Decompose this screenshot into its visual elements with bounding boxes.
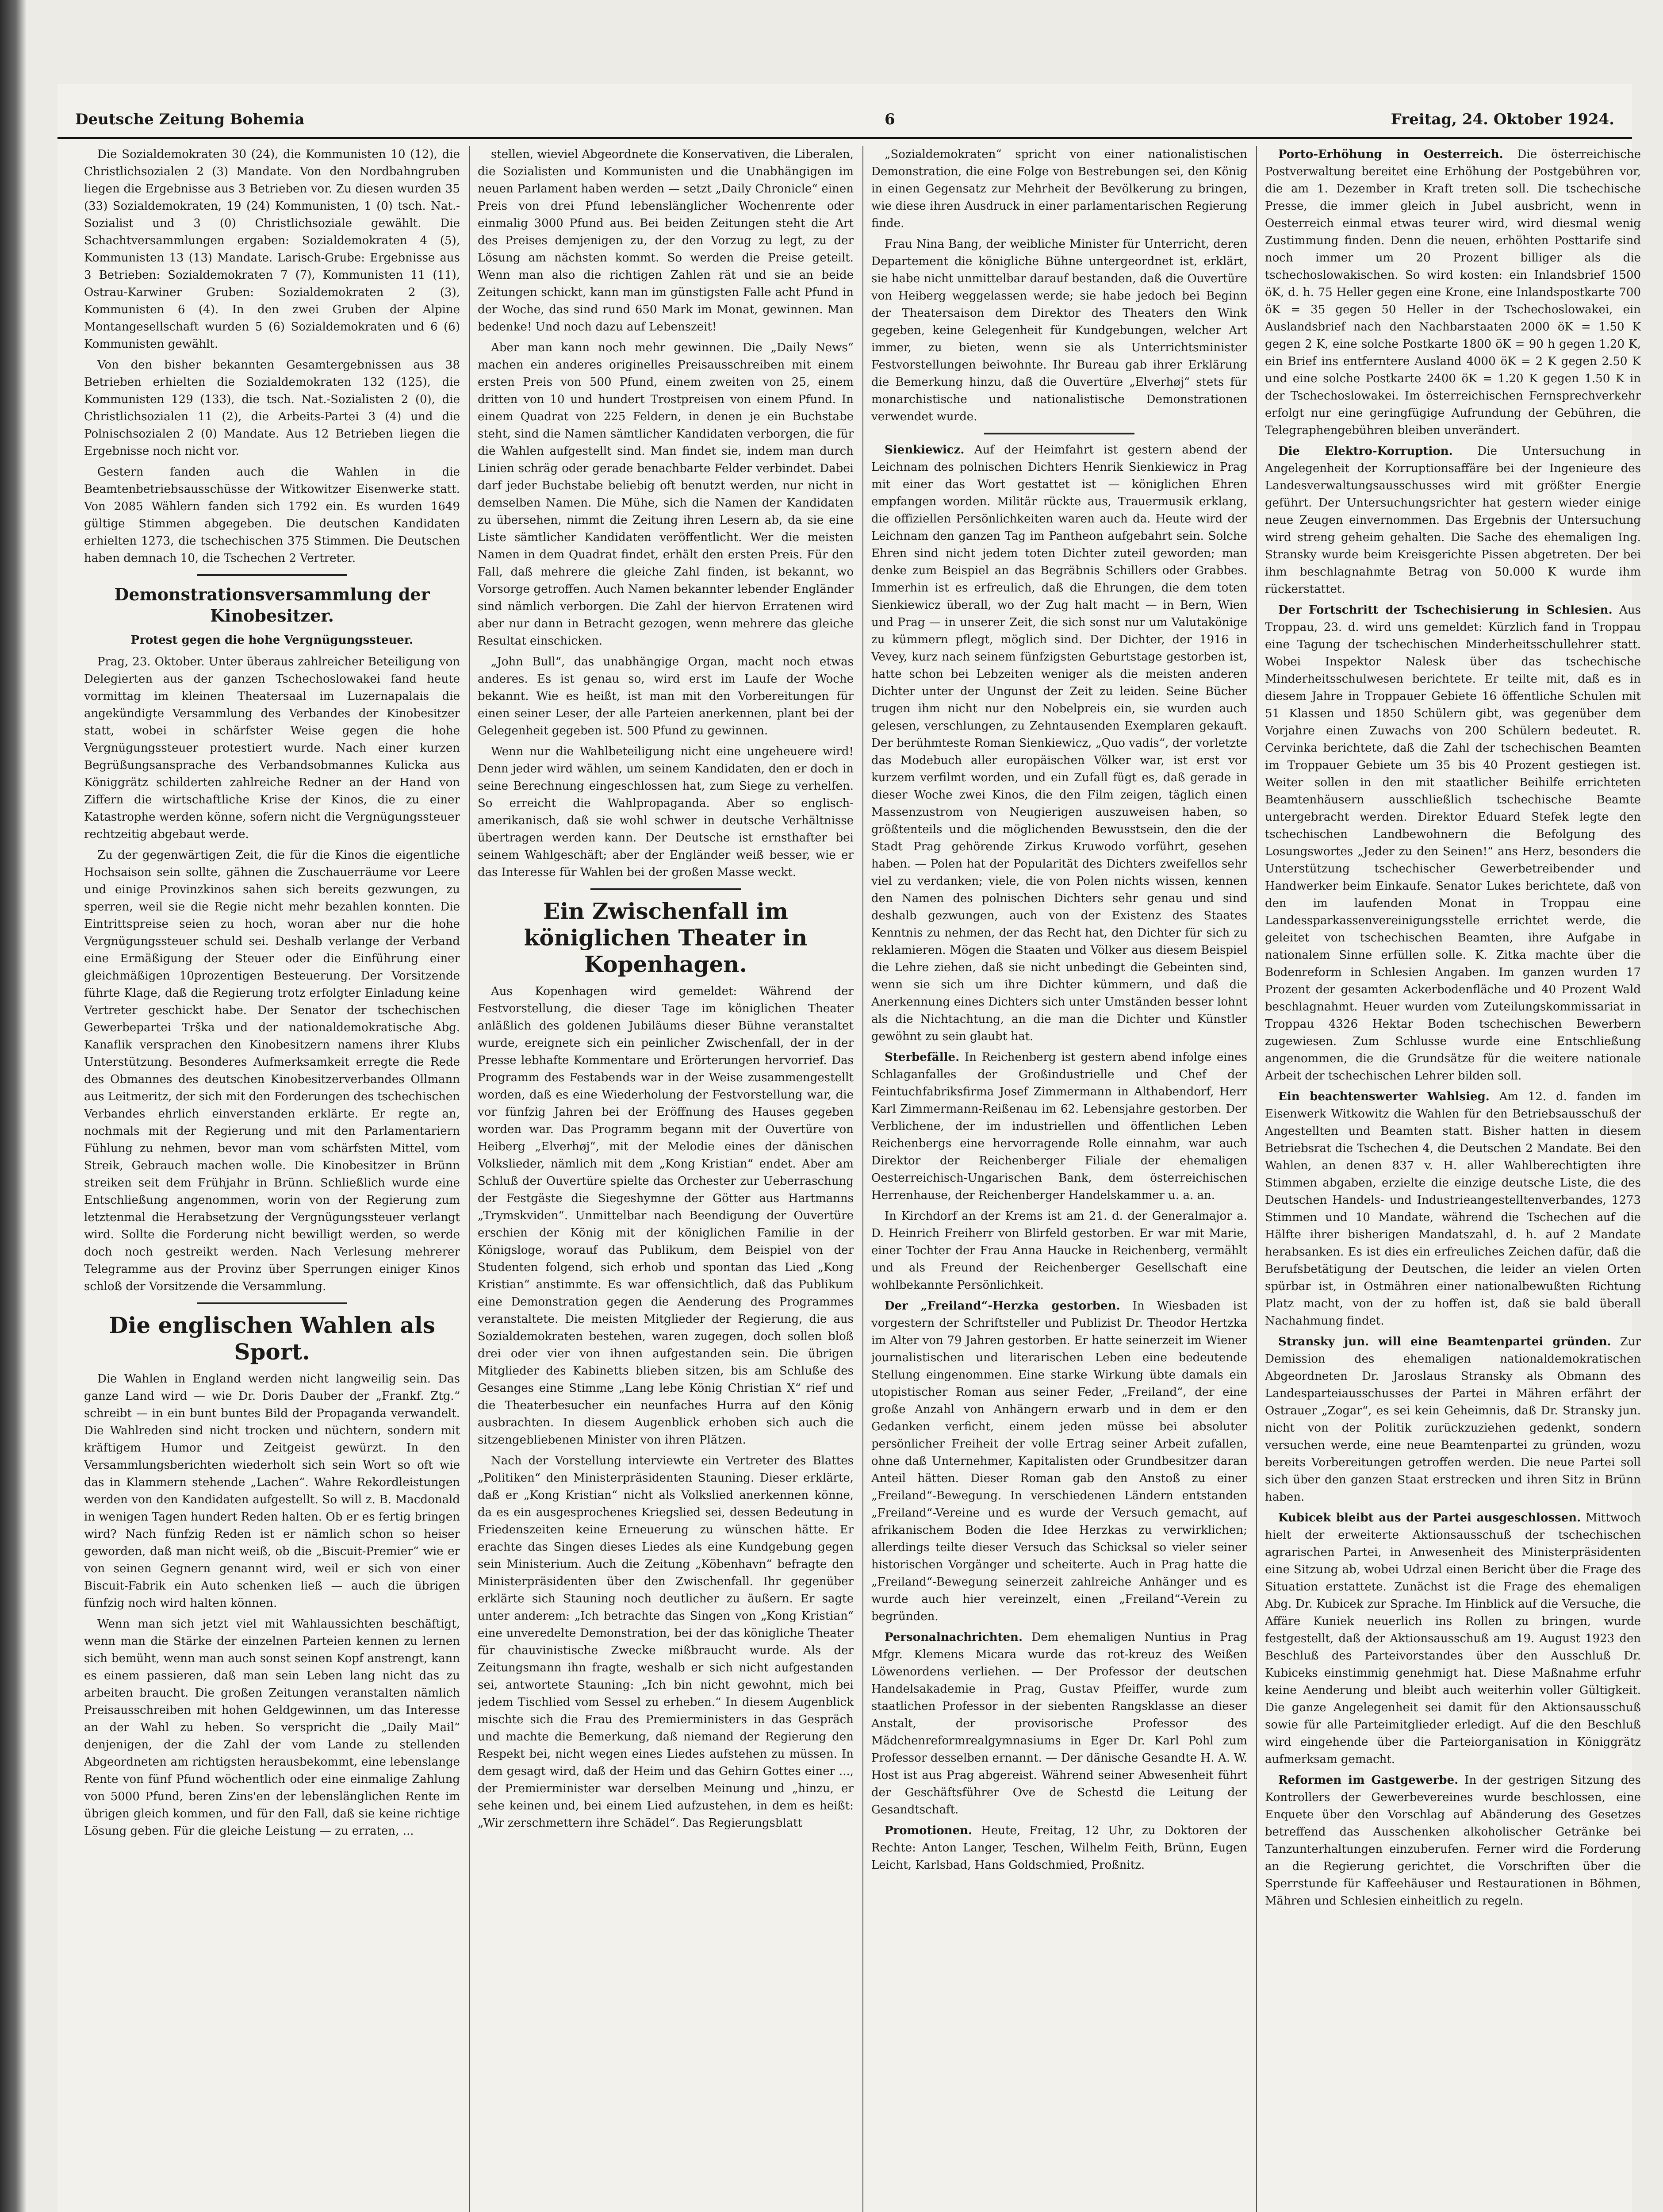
news-item-elektro: Die Elektro-Korruption. Die Untersuchung in Angelegenheit der Korruptionsaffäre bei der Ingenieure des Landesverwaltungsausschusses wird mit größter Energie geführt. Der Untersuchungsrichter hat gestern wieder einige neue Zeugen einvernommen. Das Ergebnis der Untersuchung wird streng geheim gehalten. Die Sache des ehemaligen Ing. Stransky wurde beim Kreisgerichte Pissen abgetreten. Der bei ihm beschlagnahmte Betrag von 50.000 K wurde ihm rückerstattet. (1265, 445, 1641, 596)
column-2 (478, 146, 854, 2212)
item-keyword: Kubicek bleibt aus der Partei ausgeschlossen. (1278, 1511, 1581, 1525)
article-paragraph: Nach der Vorstellung interviewte ein Vertreter des Blattes „Politiken“ den Ministerpräsidenten Stauning. Dieser erklärte, daß er „Kong Kristian“ nicht als Volkslied anerkennen könne, da es ein ausgesprochenes Kriegslied sei, dessen Bedeutung in Friedenszeiten keine Erneuerung zu wünschen hätte. Er erachte das Singen dieses Liedes als eine Kundgebung gegen sein Ministerium. Auch die Zeitung „Köbenhavn“ befragte den Ministerpräsidenten über den Zwischenfall. Ihr gegenüber erklärte sich Stauning noch deutlicher zu äußern. Er sagte unter anderem: „Ich betrachte das Singen von „Kong Kristian“ eine unveredelte Demonstration, bei der das königliche Theater für chauvinistische Zwecke mißbraucht wurde. Als der Zeitungsmann ihn fragte, weshalb er sich nicht aufgestanden sei, antwortete Stauning: „Ich bin nicht gewohnt, mich bei jedem Tischlied vom Sessel zu erheben.“ In diesem Augenblick mischte sich die Frau des Premierministers in das Gespräch und machte die Bemerkung, daß niemand der Regierung den Respekt bei, nicht wegen eines Liedes aufstehen zu müssen. In dem gesagt wird, daß der Heim und das Gehirn Gottes einer ..., der Premierminister war derselben Meinung und „hinzu, er sehe keinen und, bei einem Lied aufzustehen, in dem es heißt: „Wir zerschmettern ihre Schädel“. Das Regierungsblatt (478, 1454, 854, 1830)
article-paragraph: Prag, 23. Oktober. Unter überaus zahlreicher Beteiligung von Delegierten aus der ganzen Tschechoslowakei fand heute vormittag im kleinen Theatersaal im Luzernapalais die angekündigte Versammlung des Verbandes der Kinobesitzer statt, wobei in schärfster Weise gegen die hohe Vergnügungssteuer protestiert wurde. Nach einer kurzen Begrüßungsansprache des Verbandsobmannes Kulicka aus Königgrätz schilderten zahlreiche Redner an der Hand von Ziffern die wirtschaftliche Krise der Kinos, die zu einer Katastrophe werden könne, sofern nicht die Vergnügungssteuer rechtzeitig abgebaut werde. (84, 655, 460, 841)
article-paragraph: Die Sozialdemokraten 30 (24), die Kommunisten 10 (12), die Christlichsozialen 2 (3) Mandate. Von den Nordbahngruben liegen die Ergebnisse aus 3 Betrieben vor. Zu diesen wurden 35 (33) Sozialdemokraten, 19 (24) Kommunisten, 1 (0) tsch. Nat.-Sozialist und 3 (0) Christlichsoziale gewählt. Die Schachtversammlungen ergaben: Sozialdemokraten 4 (5), Kommunisten 13 (13) Mandate. Larisch-Grube: Ergebnisse aus 3 Betrieben: Sozialdemokraten 7 (7), Kommunisten 11 (11), Ostrau-Karwiner Gruben: Sozialdemokraten 2 (3), Kommunisten 6 (4). In den zwei Gruben der Alpine Montangesellschaft wurden 5 (6) Sozialdemokraten und 6 (6) Kommunisten gewählt. (84, 148, 460, 351)
article-paragraph: Aber man kann noch mehr gewinnen. Die „Daily News“ machen ein anderes originelles Preisausschreiben mit einem ersten Preis von 500 Pfund, einem zweiten von 25, einem dritten von 10 und hundert Trostpreisen von einem Pfund. In einem Quadrat von 225 Feldern, in denen je ein Buchstabe steht, sind die Namen sämtlicher Kandidaten verborgen, die für die Wahlen aufgestellt sind. Man findet sie, indem man durch Linien schräg oder gerade benachbarte Felder verbindet. Dabei darf jeder Buchstabe beliebig oft benutzt werden, nur nicht in demselben Namen. Die Mühe, sich die Namen der Kandidaten zu übersehen, nimmt die Zeitung ihren Lesern ab, da sie eine Liste sämtlicher Kandidaten veröffentlicht. Wer die meisten Namen in dem Quadrat findet, erhält den ersten Preis. Für den Fall, daß mehrere die gleiche Zahl finden, ist bekannt, wo Vorsorge getroffen. Auch Namen bekannter lebender Engländer sind nämlich verborgen. Die Zahl der hiervon Erratenen wird aber nur dann in Betracht gezogen, wenn mehrere das gleiche Resultat einschicken. (478, 341, 854, 648)
item-keyword: Die Elektro-Korruption. (1278, 445, 1453, 458)
article-paragraph: Wenn nur die Wahlbeteiligung nicht eine ungeheuere wird! Denn jeder wird wählen, um seinem Kandidaten, den er doch in seine Berechnung eingeschlossen hat, zum Siege zu verhelfen. So erreicht die Wahlpropaganda. Aber so englisch-amerikanisch, daß sie wohl schwer in deutsche Verhältnisse übertragen werden kann. Der Deutsche ist ernsthafter bei seinem Wahlgeschäft; aber der Engländer weiß besser, wie er das Interesse für Wahlen bei der großen Masse weckt. (478, 745, 854, 879)
news-item-schlesien: Der Fortschritt der Tschechisierung in Schlesien. Aus Troppau, 23. d. wird uns gemeldet: Kürzlich fand in Troppau eine Tagung der tschechischen Minderheitsschullehrer statt. Wobei Inspektor Nalesk über das tschechische Minderheitsschulwesen berichtete. Er teilte mit, daß es in diesem Jahre in Troppauer Gebiete 16 öffentliche Schulen mit 51 Klassen und 1850 Schülern gibt, was gegenüber dem Vorjahre einen Zuwachs von 200 Schülern bedeutet. R. Cervinka berichtete, daß die Zahl der tschechischen Beamten im Troppauer Gebiete um 35 bis 40 Prozent gestiegen ist. Weiter sollen in den mit staatlicher Beihilfe errichteten Beamtenhäusern ausschließlich tschechische Beamte untergebracht werden. Direktor Eduard Stefek legte den tschechischen Landbewohnern die Befolgung des Losungswortes „Jeder zu den Seinen!“ ans Herz, besonders die Unterstützung tschechischer Gewerbetreibender und Handwerker beim Einkaufe. Senator Lukes berichtete, daß von den im laufenden Monat in Troppau eine Landessparkassenvereinigungsstelle errichtet werde, die geleitet von tschechischen Beamten, ihre Aufgabe in nationalem Sinne erfüllen solle. K. Zitka machte über die Bodenreform in Schlesien Angaben. Im ganzen wurden 17 Prozent der gesamten Ackerbodenfläche und 40 Prozent Wald beschlagnahmt. Heuer wurden vom Zuteilungskommissariat in Troppau 4326 Hektar Boden tschechischen Bewerbern zugewiesen. Zum Schlusse wurde eine Entschließung angenommen, die die Grundsätze für die weitere nationale Arbeit der tschechischen Lehrer bilden soll. (1265, 603, 1641, 1083)
item-keyword: Stransky jun. will eine Beamtenpartei gründen. (1278, 1335, 1611, 1348)
item-keyword: Promotionen. (885, 1824, 973, 1837)
news-item-personal: Personalnachrichten. Dem ehemaligen Nuntius in Prag Mfgr. Klemens Micara wurde das rot-kreuz des Weißen Löwenordens verliehen. — Der Professor der deutschen Handelsakademie in Prag, Gustav Pfeiffer, wurde zum staatlichen Professor in der siebenten Rangsklasse an dieser Anstalt, der provisorische Professor des Mädchenreformrealgymnasiums in Eger Dr. Karl Pohl zum Professor desselben ernannt. — Der dänische Gesandte H. A. W. Host ist aus Prag abgereist. Während seiner Abwesenheit führt der Geschäftsführer Ove de Schestd die Leitung der Gesandtschaft. (871, 1631, 1247, 1816)
page-number: 6 (885, 111, 895, 128)
column-1 (84, 146, 460, 2212)
news-item-wahlsieg: Ein beachtenswerter Wahlsieg. Am 12. d. fanden im Eisenwerk Witkowitz die Wahlen für den Betriebsausschuß der Angestellten und Beamten statt. Bisher hatten in diesem Betriebsrat die Tschechen 4, die Deutschen 2 Mandate. Bei den Wahlen, an denen 837 v. H. aller Wahlberechtigten ihre Stimmen abgaben, erzielte die einzige deutsche Liste, die des Deutschen Handels- und Industrieangestelltenverbandes, 1273 Stimmen und 10 Mandate, während die Tschechen auf die Hälfte ihrer bisherigen Mandatszahl, d. h. auf 2 Mandate herabsanken. Es ist dies ein erfreuliches Zeichen dafür, daß die Berufsbetätigung der Deutschen, die leider an vielen Orten spürbar ist, in Ostmähren einer nationalbewußten Richtung Platz macht, von der zu hoffen ist, daß sie bald überall Nachahmung findet. (1265, 1090, 1641, 1328)
article-paragraph: „Sozialdemokraten“ spricht von einer nationalistischen Demonstration, die eine Folge von Bestrebungen sei, den König in einen Gegensatz zur Mehrheit der Bevölkerung zu bringen, wie diese ihren Ausdruck in einer parlamentarischen Regierung finde. (871, 148, 1247, 230)
article-paragraph: In Kirchdorf an der Krems ist am 21. d. der Generalmajor a. D. Heinrich Freiherr von Blirfeld gestorben. Er war mit Marie, einer Tochter der Frau Anna Haucke in Reichenberg, vermählt und als Freund der Reichenberger Gesellschaft eine wohlbekannte Persönlichkeit. (871, 1210, 1247, 1292)
column-rule (862, 146, 863, 2212)
article-paragraph: stellen, wieviel Abgeordnete die Konservativen, die Liberalen, die Sozialisten und Kommunisten und die Unabhängigen im neuen Parlament haben werden — setzt „Daily Chronicle“ einen Preis von drei Pfund lebenslänglicher Wochenrente oder einmalig 3000 Pfund aus. Bei beiden Zeitungen steht die Art des Preises demjenigen zu, der den Vorzug zu legt, zu der Lösung am nächsten kommt. So werden die Preise geteilt. Wenn man also die richtigen Zahlen rät und sie an beide Zeitungen schickt, kann man im günstigsten Falle acht Pfund in der Woche, das sind rund 650 Mark im Monat, gewinnen. Man bedenke! Und noch dazu auf Lebenszeit! (478, 148, 854, 334)
item-keyword: Personalnachrichten. (885, 1631, 1023, 1644)
news-item-gastgewerbe: Reformen im Gastgewerbe. In der gestrigen Sitzung des Kontrollers der Gewerbevereines wurde beschlossen, eine Enquete über den Vorschlag auf Abänderung des Gesetzes betreffend das Ausschenken alkoholischer Getränke bei Tanzunterhaltungen einzuberufen. Ferner wird die Forderung an die Regierung gerichtet, die Vorschriften über die Sperrstunde für Kaffeehäuser und Restaurationen in Böhmen, Mähren und Schlesien einheitlich zu regeln. (1265, 1774, 1641, 1908)
divider (197, 574, 347, 576)
headline-kopenhagen: Ein Zwischenfall im königlichen Theater in Kopenhagen. (524, 898, 808, 977)
item-keyword: Der Fortschritt der Tschechisierung in Schlesien. (1278, 603, 1613, 617)
divider (197, 1302, 347, 1304)
article-paragraph: „John Bull“, das unabhängige Organ, macht noch etwas anderes. Es ist genau so, wird erst im Laufe der Woche bekannt. Wie es heißt, ist man mit den Vorbereitungen für einen seiner Leser, der alle Parteien anerkennen, plant bei der Gelegenheit gegeben ist. 500 Pfund zu gewinnen. (478, 655, 854, 737)
article-paragraph: Gestern fanden auch die Wahlen in die Beamtenbetriebsausschüsse der Witkowitzer Eisenwerke statt. Von 2085 Wählern fanden sich 1792 ein. Es wurden 1649 gültige Stimmen abgegeben. Die deutschen Kandidaten erhielten 1273, die tschechischen 375 Stimmen. Die Deutschen haben demnach 10, die Tschechen 2 Vertreter. (84, 465, 460, 565)
issue-date: Freitag, 24. Oktober 1924. (1391, 111, 1614, 128)
binding-gutter (0, 0, 27, 2212)
headline-englische-wahlen: Die englischen Wahlen als Sport. (109, 1312, 435, 1365)
item-keyword: Porto-Erhöhung in Oesterreich. (1278, 148, 1503, 161)
column-rule (1256, 146, 1257, 2212)
news-item-promotionen: Promotionen. Heute, Freitag, 12 Uhr, zu Doktoren der Rechte: Anton Langer, Teschen, Wilhelm Feith, Brünn, Eugen Leicht, Karlsbad, Hans Goldschmied, Proßnitz. (871, 1824, 1247, 1872)
item-keyword: Ein beachtenswerter Wahlsieg. (1278, 1090, 1490, 1103)
column-3 (871, 146, 1247, 2212)
column-4 (1265, 146, 1641, 2212)
news-item-sienkiewicz: Sienkiewicz. Auf der Heimfahrt ist gestern abend der Leichnam des polnischen Dichters Henrik Sienkiewicz in Prag mit einer das Wort gestattet ist — königlichen Ehren empfangen worden. Militär rückte aus, Trauermusik erklang, die offiziellen Persönlichkeiten waren auch da. Heute wird der Leichnam den ganzen Tag im Pantheon aufgebahrt sein. Solche Ehren sind nicht jedem toten Dichter zuteil geworden; man denke zum Beispiel an das Begräbnis Schillers oder Grabbes. Immerhin ist es erfreulich, daß die Ehrungen, die dem toten Sienkiewicz überall, wo der Zug halt macht — in Bern, Wien und Prag — in unserer Zeit, die sich sonst nur um Valutakönige zu kümmern pflegt, möglich sind. Der Dichter, der 1916 in Vevey, kurz nach seinem fünfzigsten Geburtstage gestorben ist, hatte schon bei Lebzeiten weniger als die meisten anderen Dichter unter der Ungunst der Zeit zu leiden. Seine Bücher trugen ihm nicht nur den Nobelpreis ein, sie wurden auch gelesen, verschlungen, zu Zehntausenden Exemplaren gekauft. Der berühmteste Roman Sienkiewicz, „Quo vadis“, der vorletzte das Modebuch aller europäischen Völker war, ist erst vor kurzem verfilmt worden, und ein Zufall fügt es, daß gerade in dieser Woche zwei Kinos, die den Film zeigen, täglich einen Massenzustrom von Neugierigen auszuweisen haben, so größtenteils und die möglichenden Bewusstsein, den die der Stadt Prag gehörende Zirkus Kruwodo vorführt, gesehen haben. — Polen hat der Popularität des Dichters zweifellos sehr viel zu verdanken; viele, die von Polen nichts wissen, kennen den Namen des polnischen Dichters sehr genau und sind deshalb gezwungen, auch von der Existenz des Staates Kenntnis zu nehmen, der das Recht hat, den Dichter für sich zu reklamieren. Mögen die Staaten und Völker aus diesem Beispiel die Lehre ziehen, daß sie nicht unbedingt die Gebeinten sind, wenn sie sich um ihre Dichter kümmern, und daß die Anerkennung eines Dichters sich unter Umständen besser lohnt als die Nichtachtung, an die man die Dichter und Künstler gewöhnt zu sein glaubt hat. (871, 443, 1247, 1043)
headline-kinobesitzer: Demonstrationsversammlung der Kinobesitzer. (114, 584, 430, 626)
news-item-porto: Porto-Erhöhung in Oesterreich. Die österreichische Postverwaltung bereitet eine Erhöhung der Postgebühren vor, die am 1. Dezember in Kraft treten soll. Die tschechische Presse, die immer gleich in Jubel ausbricht, wenn in Oesterreich einmal etwas teurer wird, wird diesmal wenig Zustimmung finden. Denn die neuen, erhöhten Posttarife sind noch immer um 20 Prozent billiger als die tschechoslowakischen. So wird kosten: ein Inlandsbrief 1500 öK, d. h. 75 Heller gegen eine Krone, eine Inlandspostkarte 700 öK = 35 gegen 50 Heller in der Tschechoslowakei, ein Auslandsbrief nach den Nachbarstaaten 2000 öK = 1.50 K gegen 2 K, eine solche Postkarte 1800 öK = 90 h gegen 1.20 K, ein Brief ins entferntere Ausland 4000 öK = 2 K gegen 2.50 K und eine solche Postkarte 2400 öK = 1.20 K gegen 1.50 K in der Tschechoslowakei. Im österreichischen Fernsprechverkehr erfolgt nur eine geringfügige Aufrundung der Gebühren, die Telegraphengebühren bleiben unverändert. (1265, 148, 1641, 437)
article-paragraph: Von den bisher bekannten Gesamtergebnissen aus 38 Betrieben erhielten die Sozialdemokraten 132 (125), die Kommunisten 129 (133), die tsch. Nat.-Sozialisten 2 (0), die Christlichsozialen 11 (2), die Arbeits-Partei 3 (4) und die Polnischsozialen 2 (0) Mandate. Aus 12 Betrieben liegen die Ergebnisse noch nicht vor. (84, 358, 460, 458)
item-keyword: Reformen im Gastgewerbe. (1278, 1774, 1459, 1787)
article-paragraph: Die Wahlen in England werden nicht langweilig sein. Das ganze Land wird — wie Dr. Doris Dauber der „Frankf. Ztg.“ schreibt — in ein bunt buntes Bild der Propaganda verwandelt. Die Wahlreden sind nicht trocken und nüchtern, sondern mit kräftigem Humor und Zeitgeist gewürzt. In den Versammlungsberichten wiederholt sich sein Wort so oft wie das in Klammern stehende „Lachen“. Wahre Rekordleistungen werden von den Kandidaten aufgestellt. So will z. B. Macdonald in wenigen Tagen hundert Reden halten. Ob er es fertig bringen wird? Nach fünfzig Reden ist er nämlich schon so heiser geworden, daß man nicht weiß, ob die „Biscuit-Premier“ wie er von seinen Gegnern genannt wird, weil er sich von einer Biscuit-Fabrik ein Auto schenken ließ — auch die übrigen fünfzig noch wird halten können. (84, 1372, 460, 1610)
article-paragraph: Zu der gegenwärtigen Zeit, die für die Kinos die eigentliche Hochsaison sein sollte, gähnen die Zuschauerräume vor Leere und einige Provinzkinos sahen sich bereits gezwungen, zu sperren, weil sie die Regie nicht mehr bezahlen konnten. Die Eintrittspreise seien zu hoch, woran aber nur die hohe Vergnügungssteuer schuld sei. Deshalb verlange der Verband eine Ermäßigung der Steuer oder die Einführung einer gleichmäßigen 10prozentigen Besteuerung. Der Vorsitzende führte Klage, daß die Regierung trotz erfolgter Einladung keine Vertreter geschickt habe. Der Senator der tschechischen Gewerbepartei Trška und der nationaldemokratische Abg. Kanaflik versprachen den Kinobesitzern namens ihrer Klubs Unterstützung. Besonderes Aufmerksamkeit erregte die Rede des Obmannes des deutschen Kinobesitzerverbandes Ollmann aus Leitmeritz, der sich mit den Forderungen des tschechischen Verbandes ehrlich einverstanden erklärte. Er regte an, nochmals mit der Regierung und mit den Parlamentariern Fühlung zu nehmen, bevor man vom schärfsten Mittel, vom Streik, Gebrauch machen wolle. Die Kinobesitzer in Brünn streiken seit dem Frühjahr in Brünn. Schließlich wurde eine Entschließung angenommen, worin von der Regierung zum letztenmal die Herabsetzung der Vergnügungssteuer verlangt wird. Sollte die Forderung nicht bewilligt werden, so werde doch noch gestreikt werden. Nach Verlesung mehrerer Telegramme aus der Provinz über Sperrungen einiger Kinos schloß der Vorsitzende die Versammlung. (84, 849, 460, 1293)
news-item-stransky: Stransky jun. will eine Beamtenpartei gründen. Zur Demission des ehemaligen nationaldemokratischen Abgeordneten Dr. Jaroslaus Stransky als Obmann des Landesparteiausschusses der Partei in Mähren erfährt der Ostrauer „Zogar“, es sei kein Geheimnis, daß Dr. Stransky jun. nicht von der Politik zurückzuziehen gedenkt, sondern versuchen werde, eine neue Beamtenpartei zu gründen, wozu bereits Vorbereitungen getroffen werden. Die neue Partei soll sich über den ganzen Staat erstrecken und ihren Sitz in Brünn haben. (1265, 1335, 1641, 1504)
article-paragraph: Wenn man sich jetzt viel mit Wahlaussichten beschäftigt, wenn man die Stärke der einzelnen Parteien kennen zu lernen sich bemüht, wenn man auch sonst seinen Kopf anstrengt, kann es einem passieren, daß man sein Leben lang nicht das zu arbeiten braucht. Die großen Zeitungen veranstalten nämlich Preisausschreiben mit hohen Geldgewinnen, um das Interesse an der Wahl zu heben. So verspricht die „Daily Mail“ denjenigen, der die Zahl der vom Lande zu stellenden Abgeordneten am richtigsten herausbekommt, eine lebenslange Rente von fünf Pfund wöchentlich oder eine einmalige Zahlung von 5000 Pfund, beren Zins'en der lebenslänglichen Rente im übrigen gleich kommen, und für den Fall, daß sie keine richtige Lösung geben. Für die gleiche Leistung — zu erraten, ... (84, 1617, 460, 1838)
news-item-kubicek: Kubicek bleibt aus der Partei ausgeschlossen. Mittwoch hielt der erweiterte Aktionsausschuß der tschechischen agrarischen Partei, in Anwesenheit des Ministerpräsidenten eine Sitzung ab, wobei Udrzal einen Bericht über die Frage des Situation erstattete. Zunächst ist die Frage des ehemaligen Abg. Dr. Kubicek zur Sprache. Im Hinblick auf die Versuche, die Affäre Kuniek neuerlich ins Rollen zu bringen, wurde festgestellt, daß der Aktionsausschuß am 19. August 1923 den Beschluß des Parteivorstandes über den Ausschluß Dr. Kubiceks einstimmig genehmigt hat. Diese Maßnahme erfuhr keine Aenderung und bleibt auch weiterhin voller Gültigkeit. Die ganze Angelegenheit sei damit für den Aktionsausschuß sowie für alle Parteimitglieder erledigt. Auf die den Beschluß wird eingehende über die Parteiorganisation in Königgrätz aufmerksam gemacht. (1265, 1511, 1641, 1766)
item-keyword: Der „Freiland“-Herzka gestorben. (885, 1299, 1120, 1313)
subheadline: Protest gegen die hohe Vergnügungssteuer. (130, 634, 414, 647)
divider (984, 433, 1134, 434)
news-item-hertzka: Der „Freiland“-Herzka gestorben. In Wiesbaden ist vorgestern der Schriftsteller und Publizist Dr. Theodor Hertzka im Alter von 79 Jahren gestorben. Er hatte seinerzeit im Wiener journalistischen und literarischen Leben eine bedeutende Stellung eingenommen. Eine starke Wirkung übte damals ein utopistischer Roman aus seiner Feder, „Freiland“, der eine große Anzahl von Anhängern erwarb und in dem er den Gedanken verficht, einem jeden müsse bei absoluter persönlicher Freiheit der volle Ertrag seiner Arbeit zufallen, ohne daß Unternehmer, Kapitalisten oder Grundbesitzer daran Anteil hätten. Dieser Roman gab den Anstoß zu einer „Freiland“-Bewegung. In verschiedenen Ländern entstanden „Freiland“-Vereine und es wurde der Versuch gemacht, auf afrikanischem Boden die Idee Herzkas zu verwirklichen; allerdings teilte dieser Versuch das Schicksal so vieler seiner historischen Vorgänger und scheiterte. Auch in Prag hatte die „Freiland“-Bewegung seinerzeit zahlreiche Anhänger und es wurde auch hier vereinzelt, einen „Freiland“-Verein zu begründen. (871, 1299, 1247, 1623)
news-item-sterbefaelle: Sterbefälle. In Reichenberg ist gestern abend infolge eines Schlaganfalles der Großindustrielle und Chef der Feintuchfabriksfirma Josef Zimmermann in Althabendorf, Herr Karl Zimmermann-Reißenau im 62. Lebensjahre gestorben. Der Verblichene, der im industriellen und öffentlichen Leben Reichenbergs eine hervorragende Rolle einnahm, war auch Direktor der Reichenberger Filiale der ehemaligen Oesterreichisch-Ungarischen Bank, dem österreichischen Herrenhause, der Reichenberger Handelskammer u. a. an. (871, 1051, 1247, 1202)
page-header (57, 106, 1632, 139)
item-keyword: Sienkiewicz. (885, 443, 965, 457)
article-paragraph: Frau Nina Bang, der weibliche Minister für Unterricht, deren Departement die königliche Bühne untergeordnet ist, erklärt, sie habe nicht unmittelbar darauf bestanden, daß die Ouvertüre von Heiberg weggelassen werde; sie habe jedoch bei Beginn der Theatersaison dem Direktor des Theaters den Wink gegeben, keine Gelegenheit für Kundgebungen, welcher Art immer, zu bieten, wenn sie als Unterrichtsminister Festvorstellungen beiwohnte. Ihr Bureau gab ihrer Erklärung die Bemerkung hinzu, daß die Ouvertüre „Elverhøj“ stets für monarchistische und nationalistische Demonstrationen verwendet wurde. (871, 238, 1247, 423)
article-paragraph: Aus Kopenhagen wird gemeldet: Während der Festvorstellung, die dieser Tage im königlichen Theater anläßlich des goldenen Jubiläums dieser Bühne veranstaltet wurde, ereignete sich ein peinlicher Zwischenfall, der in der Presse lebhafte Kommentare und Erörterungen hervorrief. Das Programm des Festabends war in der Weise zusammengestellt worden, daß es eine Wiederholung der Festvorstellung war, die vor fünfzig Jahren bei der Eröffnung des Hauses gegeben worden war. Das Programm begann mit der Ouvertüre von Heiberg „Elverhøj“, mit der Melodie eines der dänischen Volkslieder, nämlich mit dem „Kong Kristian“ endet. Aber am Schluß der Ouvertüre spielte das Orchester zur Ueberraschung der Festgäste die Siegeshymne der Götter aus Hartmanns „Trymskviden“. Unmittelbar nach Beendigung der Ouvertüre erschien der König mit der königlichen Familie in der Königsloge, worauf das Publikum, dem Beispiel von der Studenten folgend, sich erhob und spontan das Lied „Kong Kristian“ anstimmte. Es war offensichtlich, daß das Publikum eine Demonstration gegen die Aenderung des Programmes veranstaltete. Die meisten Mitglieder der Regierung, die aus Sozialdemokraten bestehen, waren zugegen, doch sollen bloß drei oder vier von ihnen aufgestanden sein. Die übrigen Mitglieder des Kabinetts blieben sitzen, bis am Schluße des Gesanges eine Stimme „Lang lebe König Christian X“ rief und die Theaterbesucher ein neunfaches Hurra auf den König ausbrachten. In diesem Augenblick erhoben sich auch die sitzengebliebenen Minister von ihren Plätzen. (478, 985, 854, 1447)
column-rule (469, 146, 470, 2212)
item-keyword: Sterbefälle. (885, 1051, 960, 1064)
divider (590, 888, 741, 890)
paper-name: Deutsche Zeitung Bohemia (75, 111, 305, 128)
